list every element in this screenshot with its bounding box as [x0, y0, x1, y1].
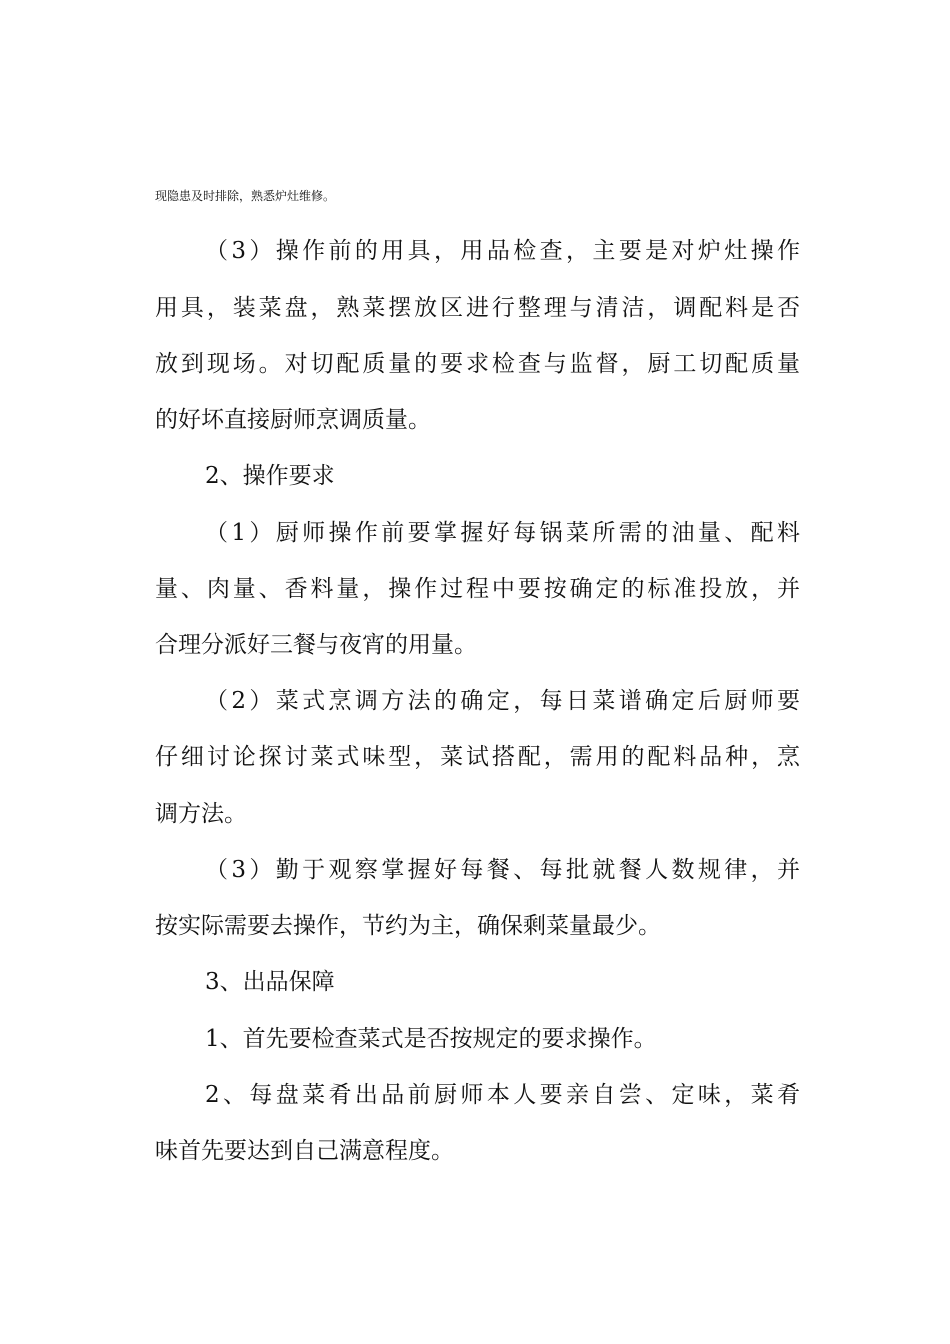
carry-over-text: 现隐患及时排除，熟悉炉灶维修。 [155, 189, 336, 203]
paragraph-line: （3）勤于观察掌握好每餐、每批就餐人数规律，并 [205, 857, 800, 883]
paragraph-line: 合理分派好三餐与夜宵的用量。 [155, 632, 477, 658]
paragraph-line: 调方法。 [155, 801, 247, 827]
paragraph-line: 放到现场。对切配质量的要求检查与监督，厨工切配质量 [155, 351, 800, 377]
paragraph-line: 2、每盘菜肴出品前厨师本人要亲自尝、定味，菜肴 [205, 1082, 800, 1108]
section-heading: 3、出品保障 [205, 969, 335, 995]
paragraph-line: 量、肉量、香料量，操作过程中要按确定的标准投放，并 [155, 576, 800, 602]
paragraph-line: 仔细讨论探讨菜式味型，菜试搭配，需用的配料品种，烹 [155, 744, 800, 770]
paragraph-line: 1、首先要检查菜式是否按规定的要求操作。 [205, 1026, 657, 1052]
paragraph-line: 味首先要达到自己满意程度。 [155, 1138, 454, 1164]
paragraph-line: （2）菜式烹调方法的确定，每日菜谱确定后厨师要 [205, 688, 800, 714]
paragraph-line: 用具，装菜盘，熟菜摆放区进行整理与清洁，调配料是否 [155, 295, 800, 321]
paragraph-line: （1）厨师操作前要掌握好每锅菜所需的油量、配料 [205, 520, 800, 546]
paragraph-line: 按实际需要去操作，节约为主，确保剩菜量最少。 [155, 913, 661, 939]
section-heading: 2、操作要求 [205, 463, 335, 489]
paragraph-line: （3）操作前的用具，用品检查，主要是对炉灶操作 [205, 238, 800, 264]
paragraph-line: 的好坏直接厨师烹调质量。 [155, 407, 431, 433]
